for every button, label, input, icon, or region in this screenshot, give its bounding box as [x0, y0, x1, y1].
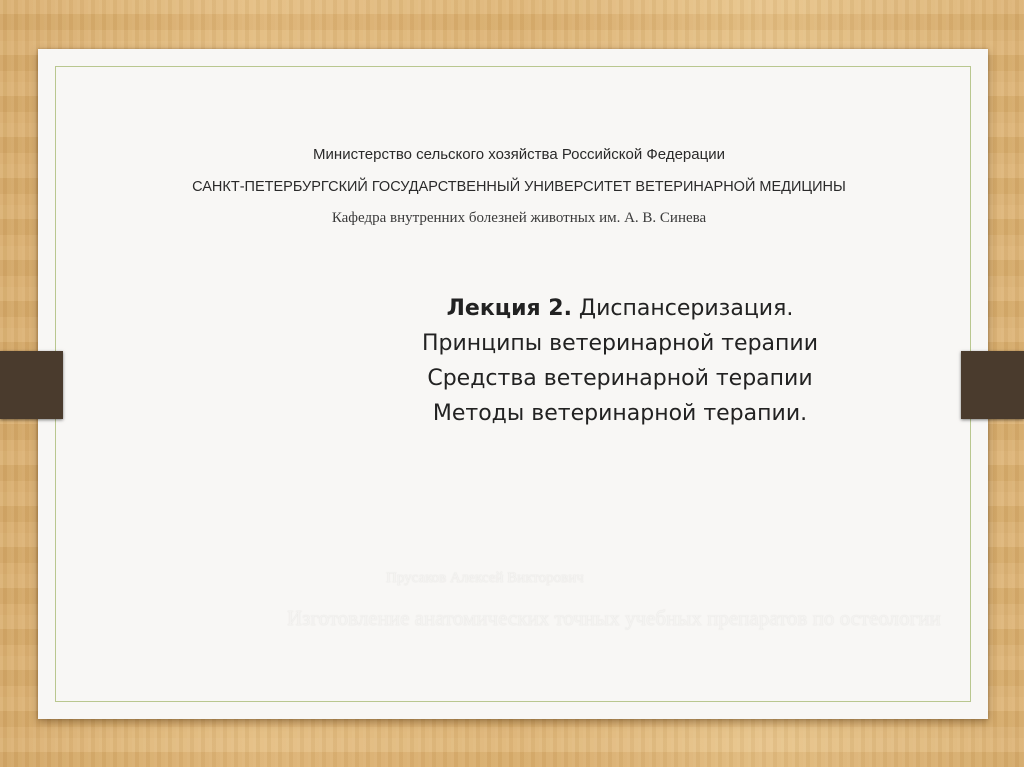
binder-clip-left	[0, 351, 63, 419]
university-title: САНКТ-ПЕТЕРБУРГСКИЙ ГОСУДАРСТВЕННЫЙ УНИВЕРСИТЕТ ВЕТЕРИНАРНОЙ МЕДИЦИНЫ	[192, 179, 846, 195]
binder-clip-right	[961, 351, 1024, 419]
lecture-title-line-3: Средства ветеринарной терапии	[427, 366, 813, 391]
lecture-number-label: Лекция 2.	[446, 296, 572, 321]
lecture-title-block	[300, 291, 940, 431]
lecture-title-part-1: Диспансеризация.	[571, 296, 794, 321]
lecture-title-line-4: Методы ветеринарной терапии.	[432, 401, 808, 426]
faded-subtitle: Изготовление анатомических точных учебных препаратов по остеологии	[287, 606, 941, 630]
faded-author-name: Прусаков Алексей Викторович	[386, 570, 584, 586]
lecture-title-line-2: Принципы ветеринарной терапии	[421, 331, 819, 356]
department-title: Кафедра внутренних болезней животных им. А. В. Синева	[331, 210, 707, 226]
ministry-title: Министерство сельского хозяйства Российской Федерации	[313, 146, 725, 163]
lecture-title-line-1	[300, 291, 940, 326]
